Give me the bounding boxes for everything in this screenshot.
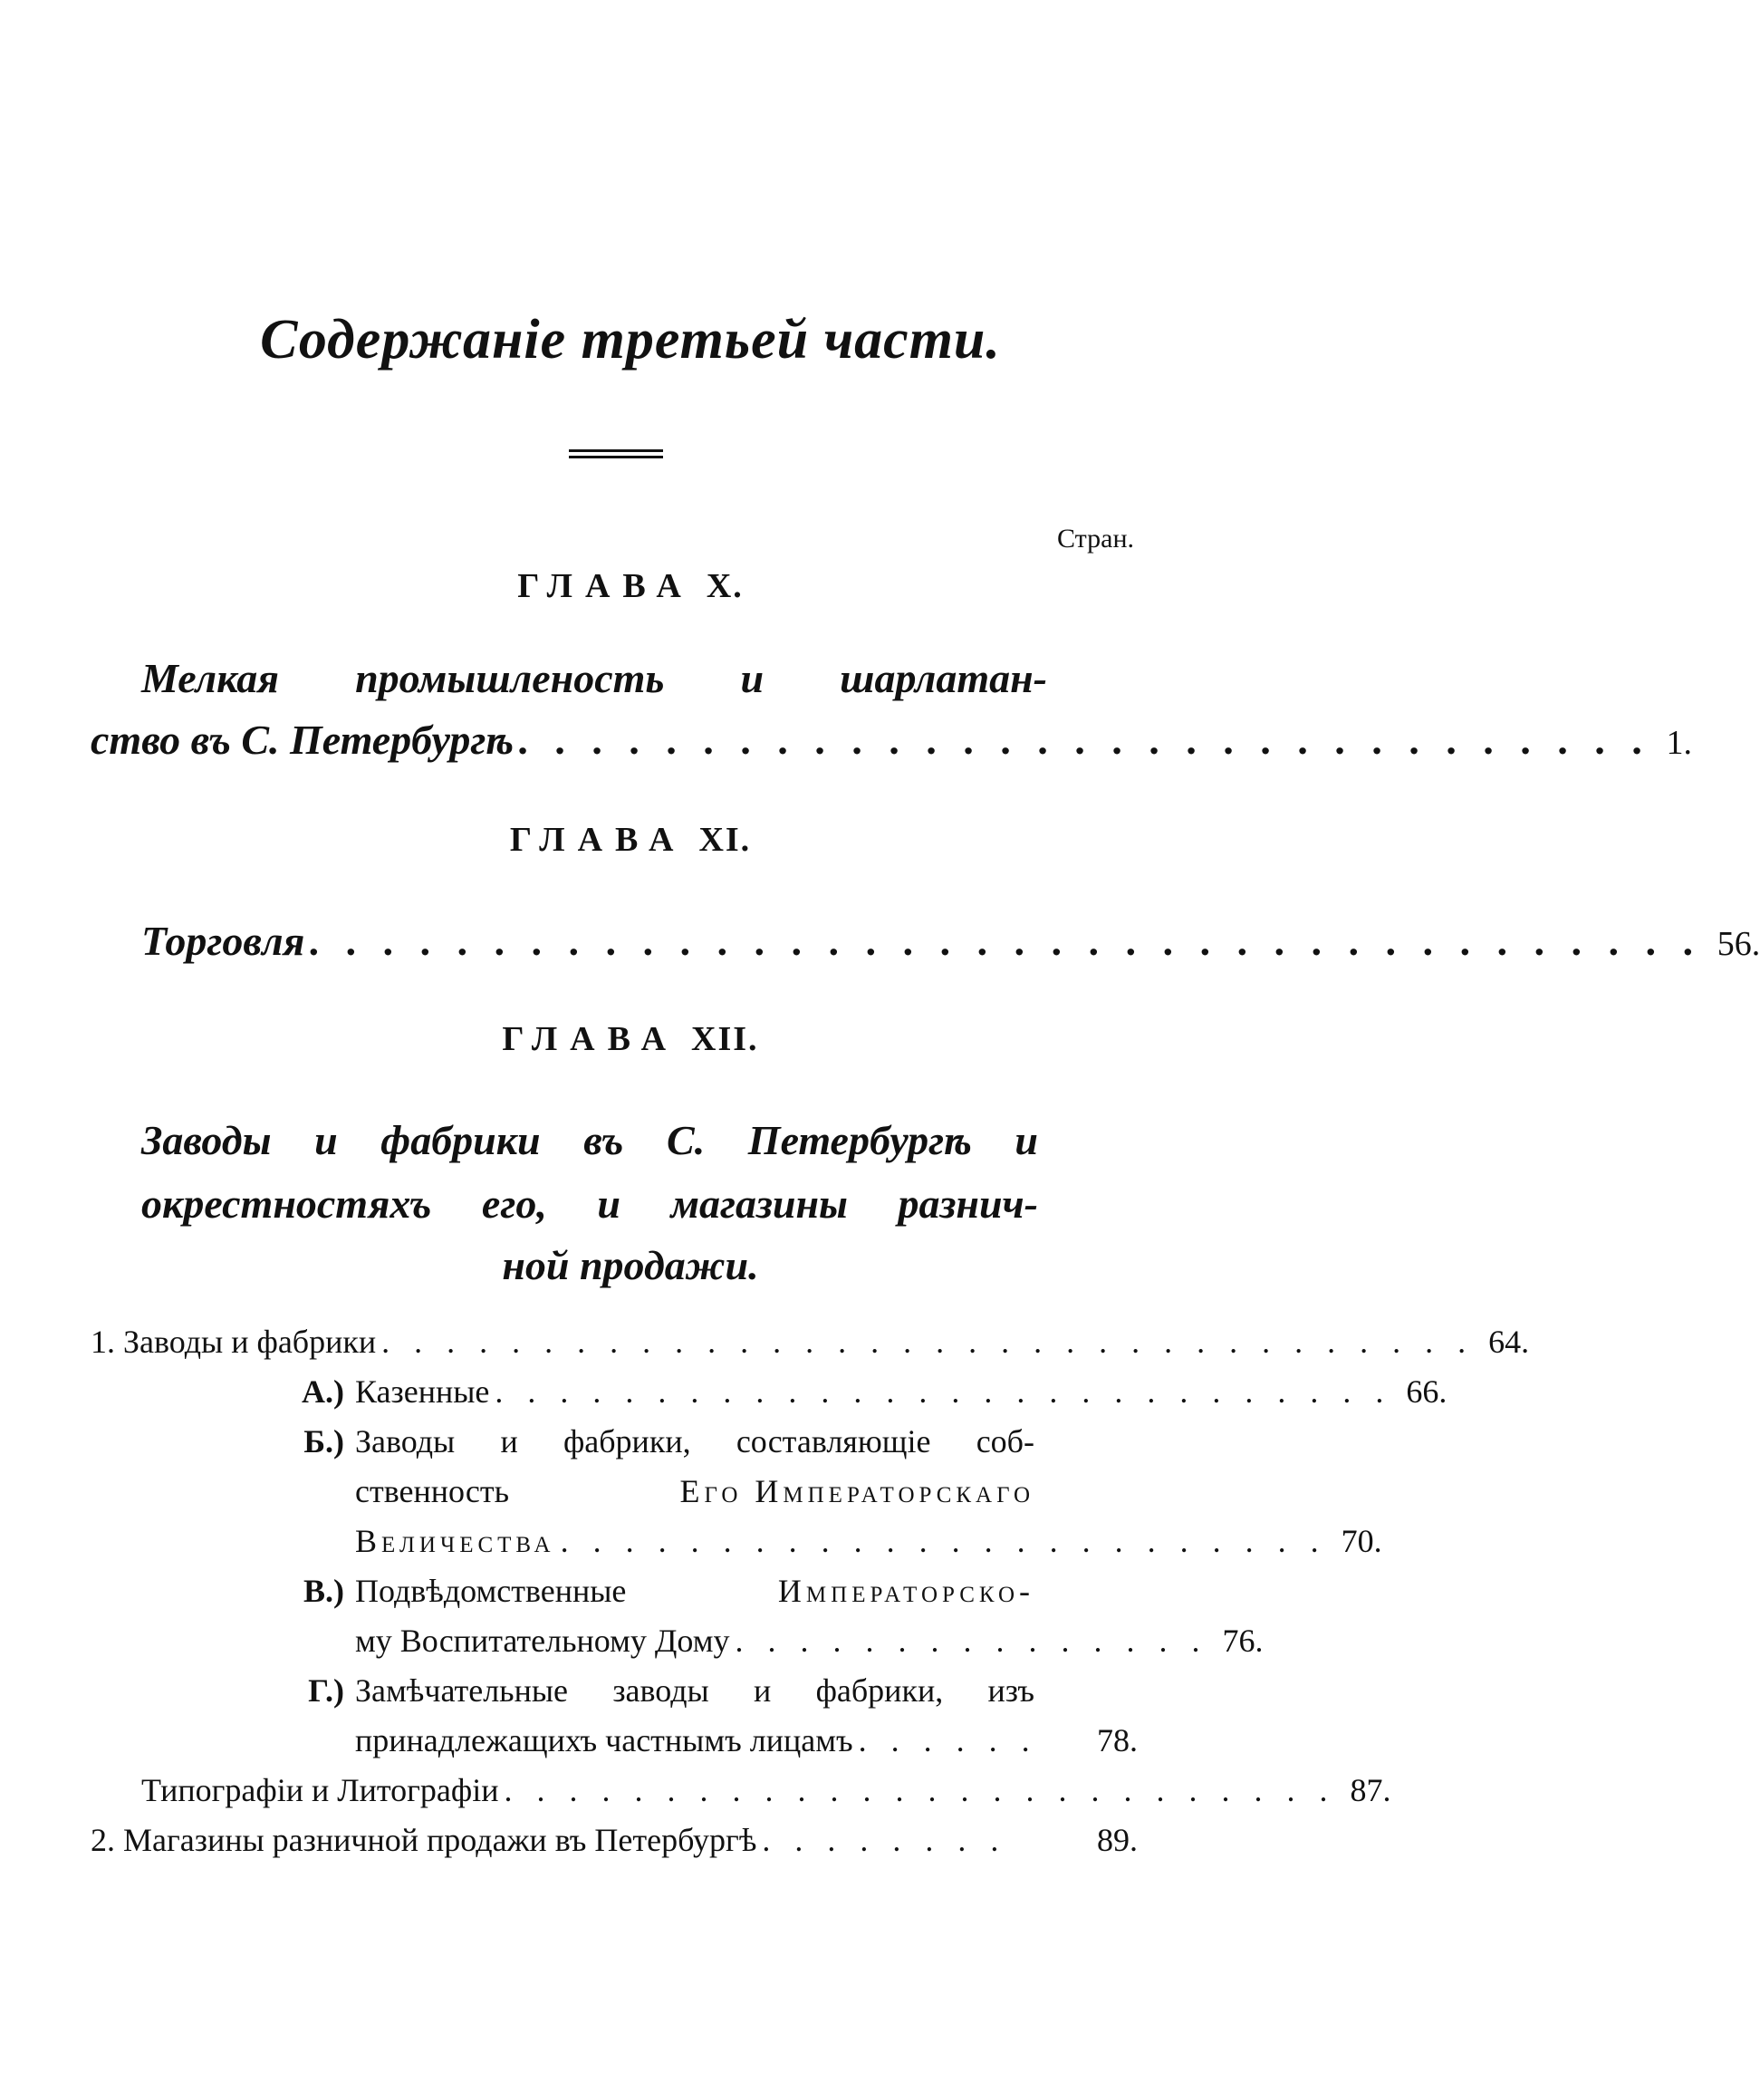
toc-entry-factories: 1. Заводы и фабрики . . . . . . . . . . . . . . . . . . . . . . . . . . . . . . . . . . 64. (91, 1324, 1530, 1360)
chapter-xii-title-line1: Заводы и фабрики въ С. Петербургѣ и (141, 1117, 1038, 1163)
chapter-heading-word: ГЛАВА (502, 1020, 679, 1058)
chapter-heading-number: X. (706, 567, 744, 605)
chapter-xii-title-line3: ной продажи. (502, 1242, 759, 1288)
chapter-heading-number: XI. (698, 821, 752, 859)
page-number: 87. (1350, 1772, 1391, 1808)
chapter-heading-x (0, 566, 1261, 606)
dot-leader: . . . . . . . . . . . . . . . . . . . . . . . . . . . . . . . (519, 717, 1652, 763)
double-rule-divider (569, 449, 663, 460)
dot-leader: . . . . . . . . (762, 1822, 1007, 1858)
page-number: 78. (1097, 1722, 1138, 1758)
page-number: 56. (1717, 925, 1760, 963)
entry-letter-g: Г.) (308, 1672, 344, 1709)
page-number: 89. (1097, 1822, 1138, 1858)
entry-v-line2: му Воспитательному Дому . . . . . . . . . . . . . . . 76. (355, 1623, 1264, 1659)
entry-g-line1: Замѣчательные заводы и фабрики, изъ (355, 1672, 1034, 1709)
dot-leader: . . . . . . . . . . . . . . . . . . . . . . . . . . . . (495, 1373, 1392, 1410)
entry-v-line1: Подвѣдомственные Императорско- (355, 1573, 1034, 1609)
entry-letter-v: В.) (303, 1573, 344, 1609)
dot-leader: . . . . . . . . . . . . . . . . . . . . . . . . . . (504, 1772, 1336, 1808)
chapter-xi-title: Торговля . . . . . . . . . . . . . . . . . . . . . . . . . . . . . . . . . . . . . . 56. (141, 918, 1760, 964)
toc-entry-printing-houses: Типографіи и Литографіи . . . . . . . . . . . . . . . . . . . . . . . . . . 87. (141, 1772, 1391, 1808)
page-number: 66. (1406, 1373, 1447, 1410)
entry-b-line3: Величества . . . . . . . . . . . . . . . . . . . . . . . . 70. (355, 1523, 1382, 1559)
page-number: 70. (1341, 1523, 1382, 1559)
toc-entry-state-owned: Казенные . . . . . . . . . . . . . . . . . . . . . . . . . . . . 66. (355, 1373, 1447, 1410)
chapter-heading-number: XII. (691, 1020, 759, 1058)
chapter-heading-word: ГЛАВА (509, 821, 687, 859)
dot-leader: . . . . . . . . . . . . . . . . . . . . . . . . . . . . . . . . . . (381, 1324, 1475, 1360)
entry-letter-a: А.) (302, 1373, 344, 1410)
page-number: 1. (1666, 724, 1693, 762)
chapter-heading-word: ГЛАВА (517, 567, 694, 605)
chapter-heading-xi (0, 820, 1261, 860)
dot-leader: . . . . . . . . . . . . . . . . . . . . . . . . (560, 1523, 1327, 1559)
page-number: 76. (1222, 1623, 1264, 1659)
toc-entry-retail-shops: 2. Магазины разничной продажи въ Петербургѣ . . . . . . . . 89. (91, 1822, 1138, 1858)
page-title: Содержаніе третьей части. (260, 309, 1001, 371)
entry-g-line2: принадлежащихъ частнымъ лицамъ . . . . . . 78. (355, 1722, 1138, 1758)
dot-leader: . . . . . . . . . . . . . . . (735, 1623, 1208, 1659)
chapter-x-title-line2: ство въ С. Петербургѣ . . . . . . . . . . . . . . . . . . . . . . . . . . . . . . . 1. (91, 717, 1693, 763)
chapter-xii-title-line2: окрестностяхъ его, и магазины разнич- (141, 1180, 1038, 1227)
page-column-label: Стран. (1057, 524, 1134, 554)
chapter-x-title-line1: Мелкая промышленость и шарлатан- (141, 655, 1047, 701)
entry-letter-b: Б.) (303, 1423, 344, 1459)
dot-leader: . . . . . . . . . . . . . . . . . . . . . . . . . . . . . . . . . . . . . . (310, 918, 1703, 964)
chapter-heading-xii (0, 1019, 1261, 1059)
entry-b-line1: Заводы и фабрики, составляющіе соб- (355, 1423, 1034, 1459)
dot-leader: . . . . . . (858, 1722, 1038, 1758)
entry-b-line2: ственность Его Императорскаго (355, 1473, 1034, 1509)
page-number: 64. (1488, 1324, 1530, 1360)
